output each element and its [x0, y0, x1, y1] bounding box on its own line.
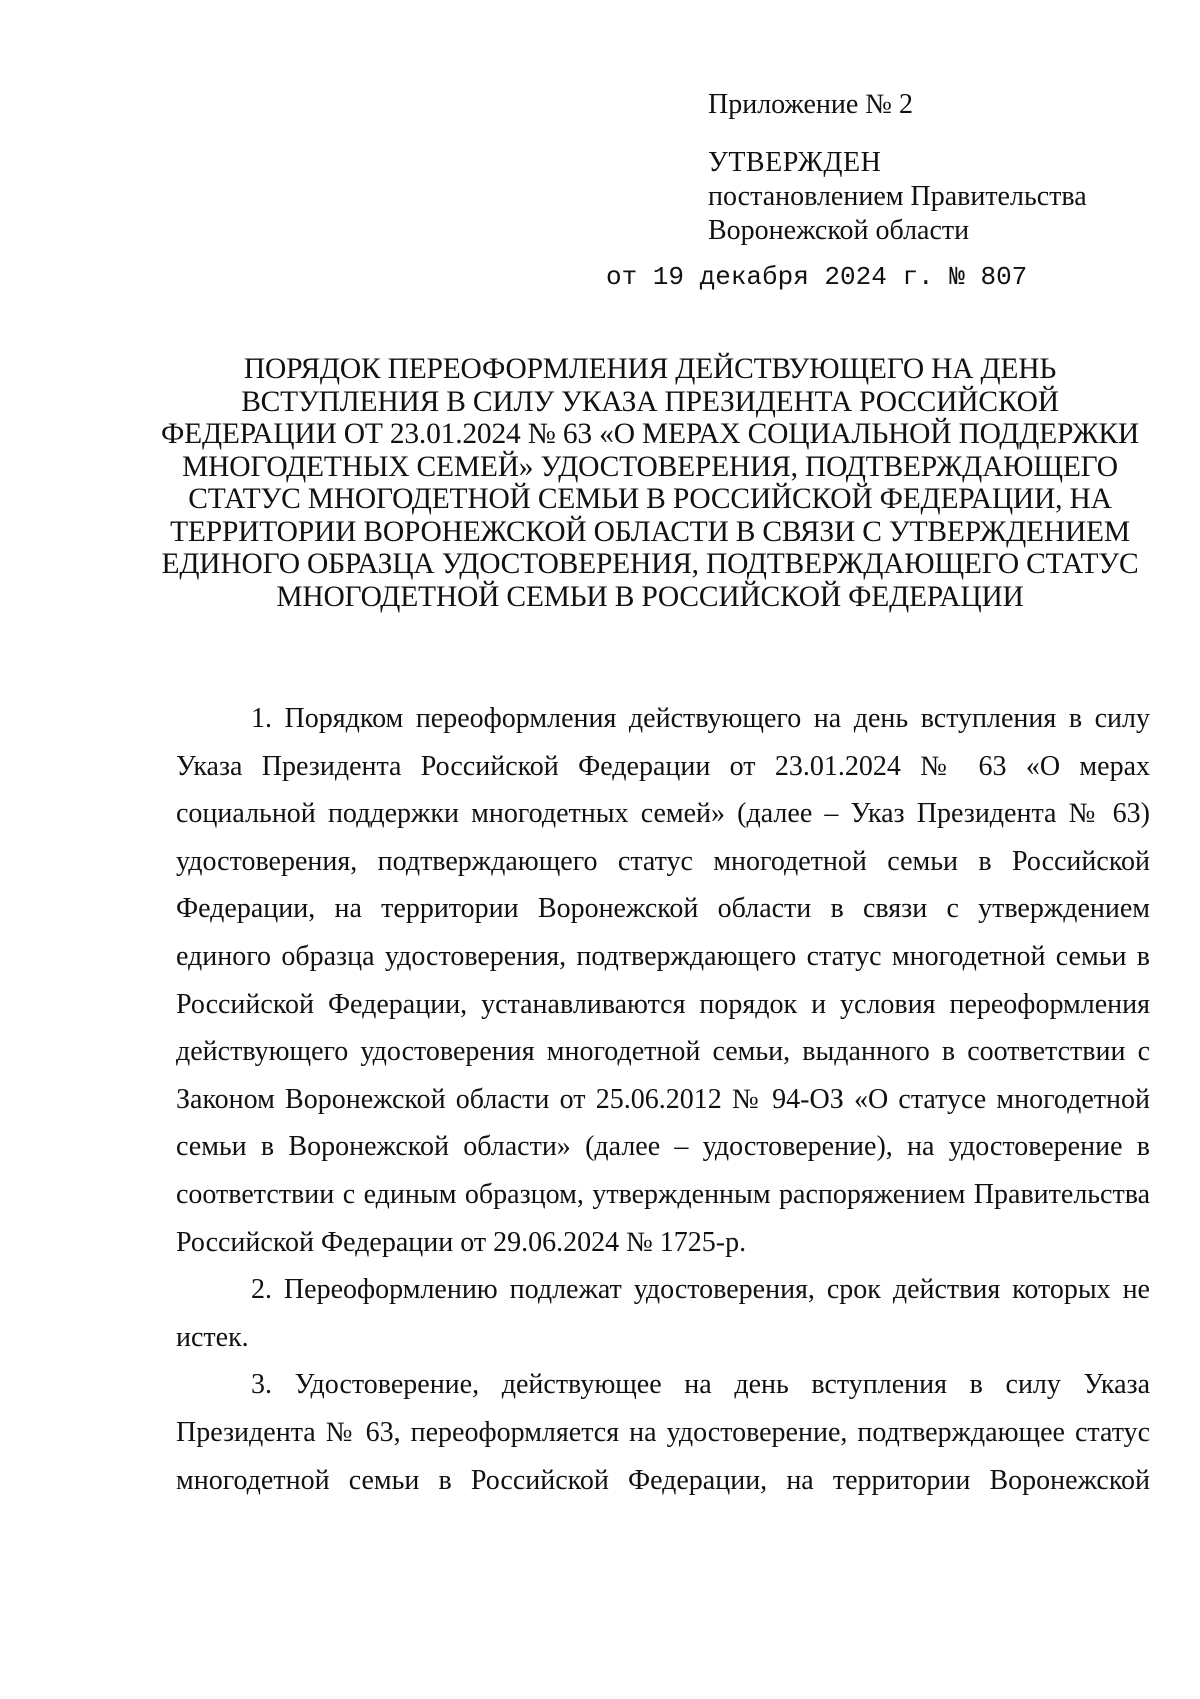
- title-line: МНОГОДЕТНЫХ СЕМЕЙ» УДОСТОВЕРЕНИЯ, ПОДТВЕРЖДАЮЩЕГО: [182, 450, 1118, 483]
- paragraph-2: [176, 1266, 1150, 1361]
- text-line: 1. Порядком переоформления действующего на день вступления в силу: [251, 703, 1150, 734]
- text-line: многодетной семьи в Российской Федерации, на территории Воронежской: [176, 1464, 1150, 1496]
- text-line: Законом Воронежской области от 25.06.2012 № 94-ОЗ «О статусе многодетной: [176, 1083, 1150, 1115]
- text-line: Российской Федерации, устанавливаются порядок и условия переоформления: [176, 988, 1150, 1020]
- text-line: социальной поддержки многодетных семей» (далее – Указ Президента № 63): [176, 798, 1150, 830]
- paragraph-1: [176, 695, 1150, 1266]
- text-line: действующего удостоверения многодетной семьи, выданного в соответствии с: [176, 1036, 1150, 1068]
- title-line: СТАТУС МНОГОДЕТНОЙ СЕМЬИ В РОССИЙСКОЙ ФЕДЕРАЦИИ, НА: [188, 483, 1112, 515]
- text-line: семьи в Воронежской области» (далее – удостоверение), на удостоверение в: [176, 1131, 1150, 1163]
- approved-by-line-2: Воронежской области: [708, 215, 970, 246]
- text-line: Президента № 63, переоформляется на удостоверение, подтверждающее статус: [176, 1416, 1150, 1448]
- text-line: истек.: [176, 1321, 249, 1353]
- text-line: Российской Федерации от 29.06.2024 № 1725-р.: [176, 1226, 747, 1258]
- title-line: ТЕРРИТОРИИ ВОРОНЕЖСКОЙ ОБЛАСТИ В СВЯЗИ С УТВЕРЖДЕНИЕМ: [170, 515, 1130, 548]
- text-line: единого образца удостоверения, подтверждающего статус многодетной семьи в: [176, 940, 1150, 972]
- appendix-label: Приложение № 2: [708, 89, 913, 120]
- document-body: [176, 695, 1150, 1504]
- resolution-date-number: от 19 декабря 2024 г. № 807: [606, 262, 1028, 292]
- title-line: ЕДИНОГО ОБРАЗЦА УДОСТОВЕРЕНИЯ, ПОДТВЕРЖДАЮЩЕГО СТАТУС: [161, 548, 1139, 580]
- approved-by-line-1: постановлением Правительства: [708, 181, 1087, 212]
- text-line: соответствии с единым образцом, утвержденным распоряжением Правительства: [176, 1178, 1150, 1210]
- title-line: ПОРЯДОК ПЕРЕОФОРМЛЕНИЯ ДЕЙСТВУЮЩЕГО НА ДЕНЬ: [243, 353, 1057, 385]
- text-line: удостоверения, подтверждающего статус многодетной семьи в Российской: [176, 845, 1150, 877]
- paragraph-3: [176, 1361, 1150, 1504]
- title-line: ФЕДЕРАЦИИ ОТ 23.01.2024 № 63 «О МЕРАХ СОЦИАЛЬНОЙ ПОДДЕРЖКИ: [161, 418, 1139, 450]
- approved-label: УТВЕРЖДЕН: [708, 147, 882, 178]
- text-line: Указа Президента Российской Федерации от 23.01.2024 № 63 «О мерах: [176, 750, 1150, 782]
- title-line: МНОГОДЕТНОЙ СЕМЬИ В РОССИЙСКОЙ ФЕДЕРАЦИИ: [276, 580, 1024, 613]
- approval-block: [708, 88, 1168, 248]
- text-line: Федерации, на территории Воронежской области в связи с утверждением: [176, 893, 1150, 925]
- title-line: ВСТУПЛЕНИЯ В СИЛУ УКАЗА ПРЕЗИДЕНТА РОССИЙСКОЙ: [241, 385, 1059, 418]
- text-line: 3. Удостоверение, действующее на день вступления в силу Указа: [251, 1369, 1150, 1401]
- document-title: [150, 353, 1150, 613]
- text-line: 2. Переоформлению подлежат удостоверения, срок действия которых не: [251, 1274, 1150, 1306]
